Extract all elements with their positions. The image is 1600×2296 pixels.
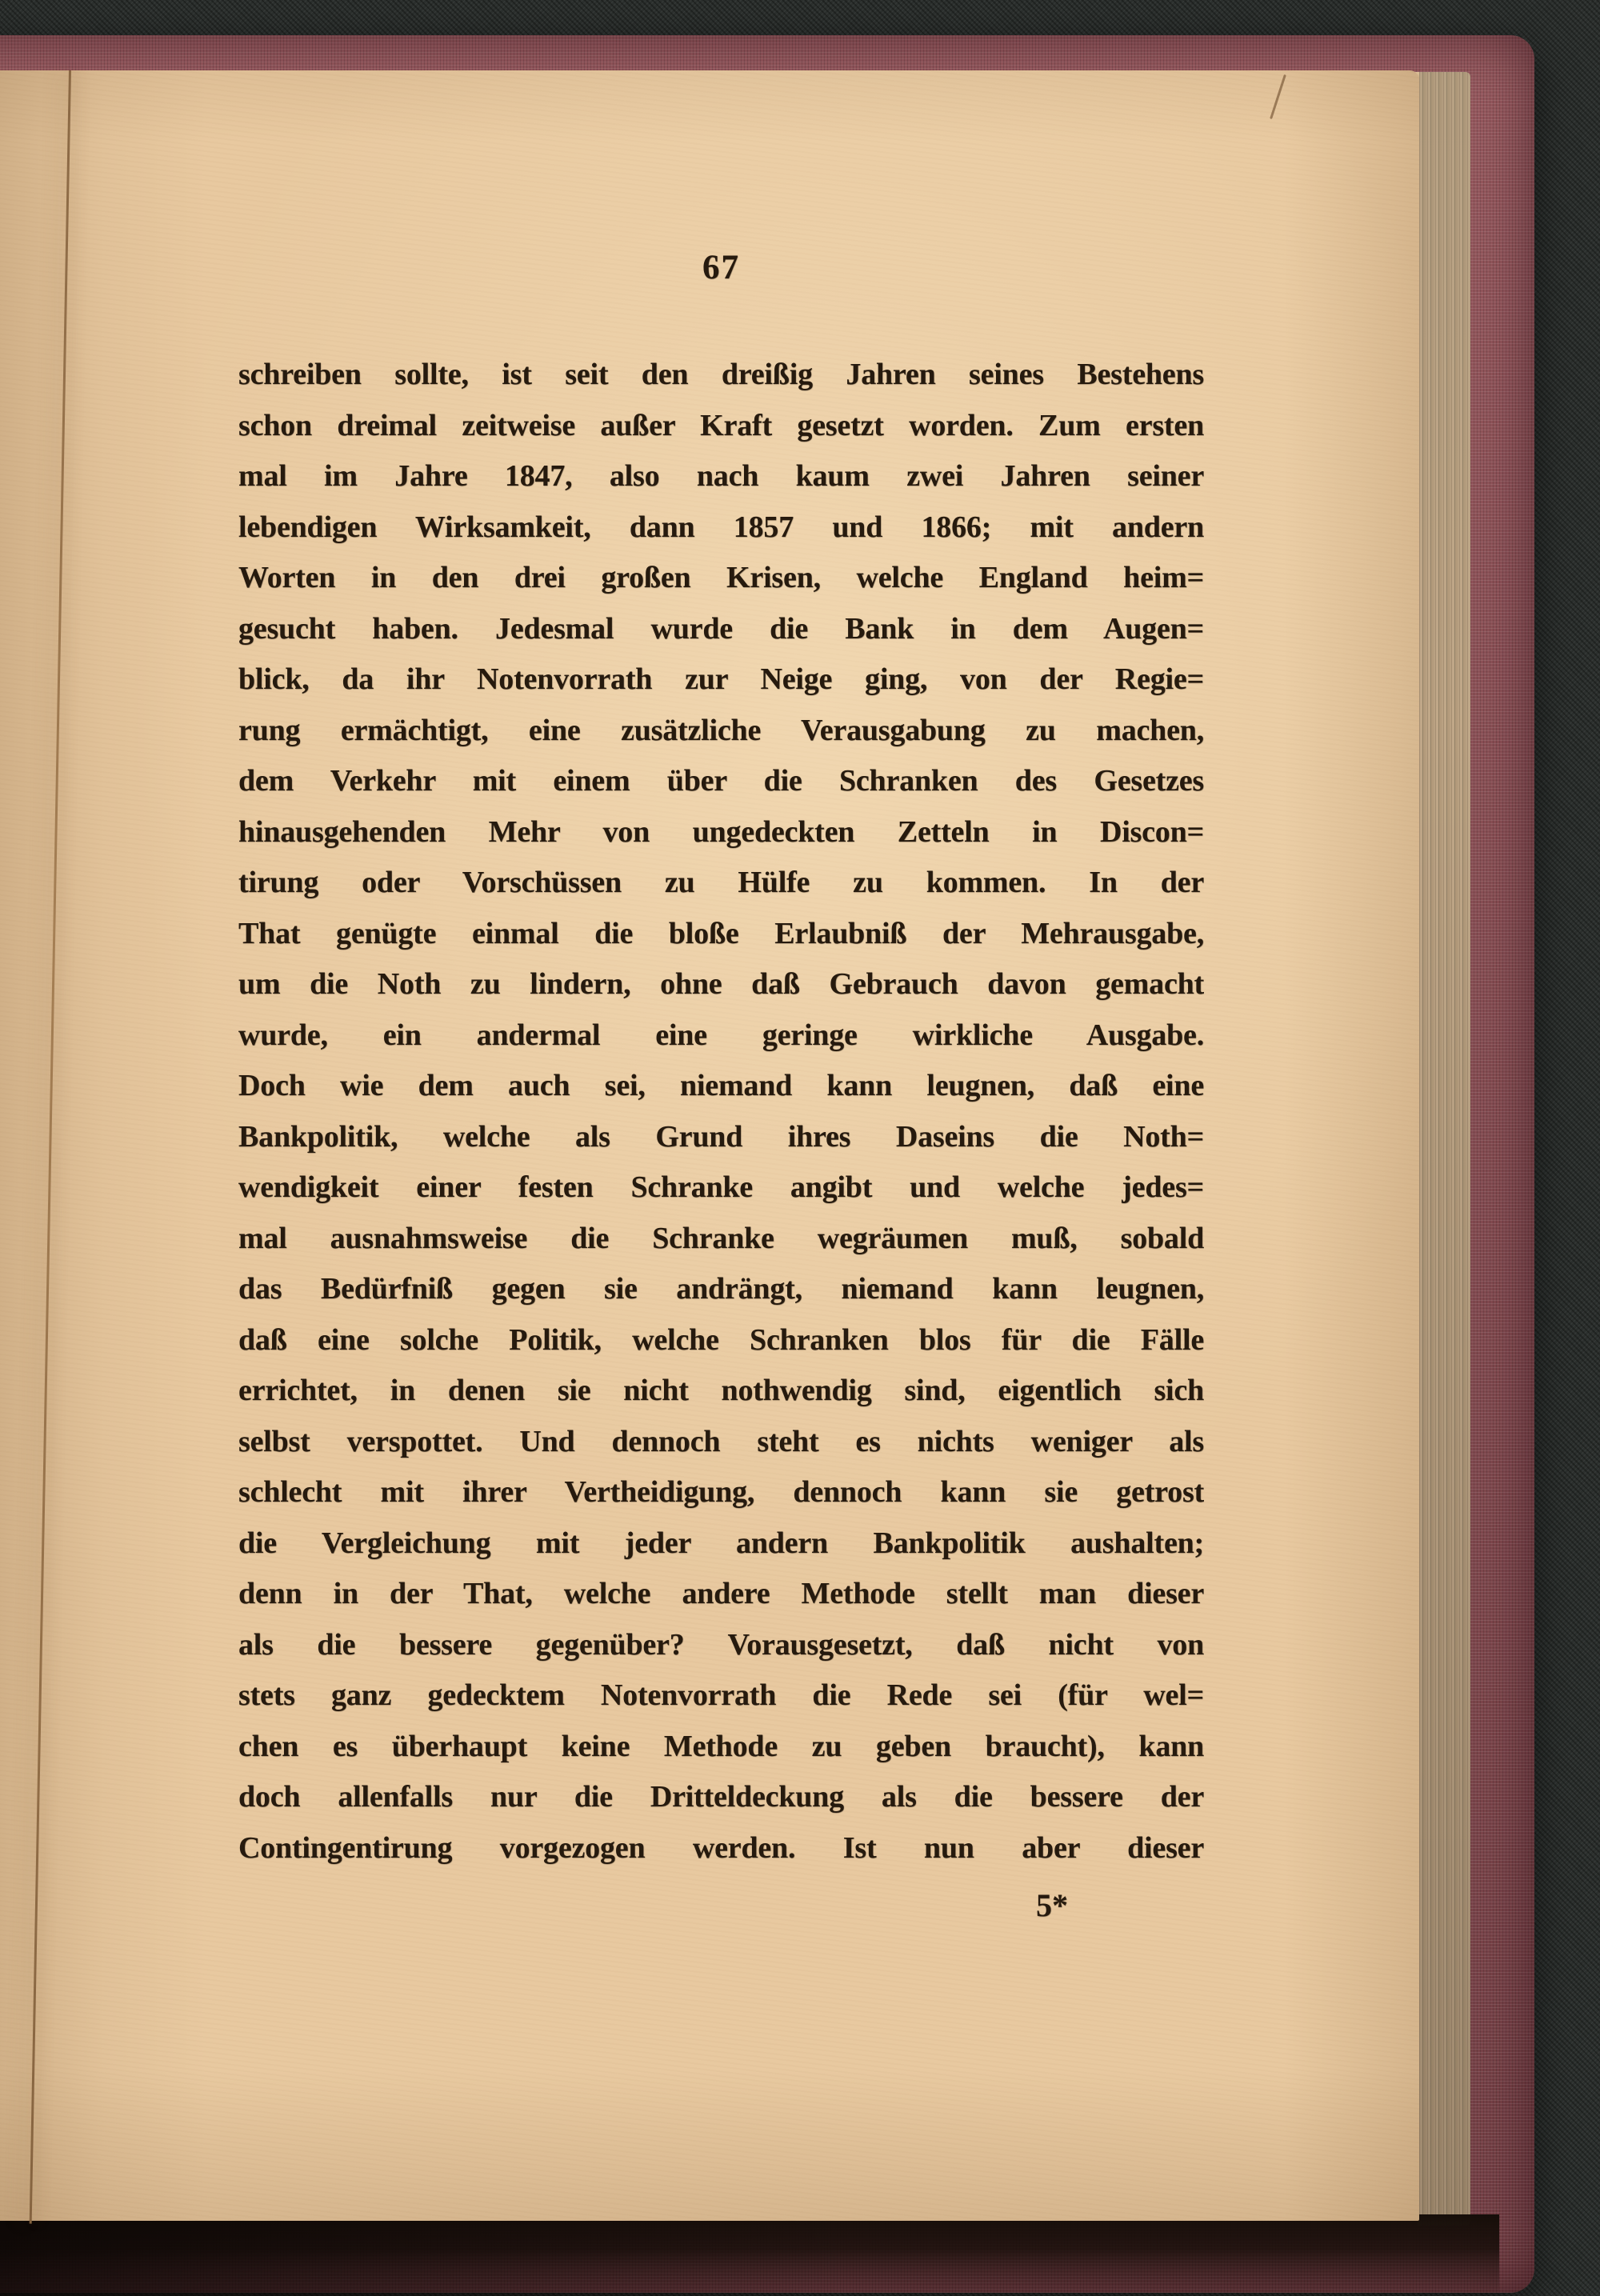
text-line: schon dreimal zeitweise außer Kraft gesetzt worden. Zum ersten (238, 408, 1204, 442)
text-line: schlecht mit ihrer Vertheidigung, dennoch kann sie getrost (238, 1475, 1204, 1509)
text-line: mal im Jahre 1847, also nach kaum zwei Jahren seiner (238, 459, 1204, 493)
text-line: chen es überhaupt keine Methode zu geben braucht), kann (238, 1729, 1204, 1763)
text-line: lebendigen Wirksamkeit, dann 1857 und 1866; mit andern (238, 510, 1204, 544)
text-line: rung ermächtigt, eine zusätzliche Verausgabung zu machen, (238, 713, 1204, 747)
text-line: daß eine solche Politik, welche Schranken blos für die Fälle (238, 1322, 1204, 1357)
page-number: 67 (702, 249, 740, 286)
text-line: dem Verkehr mit einem über die Schranken des Gesetzes (238, 764, 1204, 798)
text-line: mal ausnahmsweise die Schranke wegräumen muß, sobald (238, 1221, 1204, 1255)
text-line: stets ganz gedecktem Notenvorrath die Rede sei (für wel= (238, 1678, 1204, 1712)
text-line: blick, da ihr Notenvorrath zur Neige ging, von der Regie= (238, 662, 1204, 696)
text-block (238, 357, 1204, 1881)
text-line: Doch wie dem auch sei, niemand kann leugnen, daß eine (238, 1069, 1204, 1102)
text-line: als die bessere gegenüber? Vorausgesetzt, daß nicht von (238, 1627, 1204, 1662)
text-line: tirung oder Vorschüssen zu Hülfe zu kommen. In der (238, 866, 1204, 899)
page-bottom-shadow (0, 2214, 1499, 2296)
text-line: Bankpolitik, welche als Grund ihres Daseins die Noth= (238, 1119, 1204, 1154)
text-line: die Vergleichung mit jeder andern Bankpolitik aushalten; (238, 1526, 1204, 1560)
text-line: That genügte einmal die bloße Erlaubniß der Mehrausgabe, (238, 916, 1204, 950)
text-line: das Bedürfniß gegen sie andrängt, niemand kann leugnen, (238, 1272, 1204, 1306)
text-line: Contingentirung vorgezogen werden. Ist nun aber dieser (238, 1830, 1204, 1865)
text-line: Worten in den drei großen Krisen, welche England heim= (238, 561, 1204, 594)
text-line: wendigkeit einer festen Schranke angibt und welche jedes= (238, 1170, 1204, 1204)
text-line: selbst verspottet. Und dennoch steht es nichts weniger als (238, 1424, 1204, 1458)
text-line: errichtet, in denen sie nicht nothwendig sind, eigentlich sich (238, 1374, 1204, 1407)
text-line: doch allenfalls nur die Dritteldeckung als die bessere der (238, 1780, 1204, 1814)
text-line: schreiben sollte, ist seit den dreißig Jahren seines Bestehens (238, 358, 1204, 391)
text-line: gesucht haben. Jedesmal wurde die Bank in dem Augen= (238, 611, 1204, 646)
text-line: hinausgehenden Mehr von ungedeckten Zetteln in Discon= (238, 814, 1204, 849)
text-line: denn in der That, welche andere Methode stellt man dieser (238, 1577, 1204, 1610)
signature-mark: 5* (1036, 1887, 1068, 1923)
text-line: wurde, ein andermal eine geringe wirkliche Ausgabe. (238, 1018, 1204, 1052)
text-line: um die Noth zu lindern, ohne daß Gebrauch davon gemacht (238, 967, 1204, 1001)
page-stack-fore-edge (1418, 72, 1470, 2226)
